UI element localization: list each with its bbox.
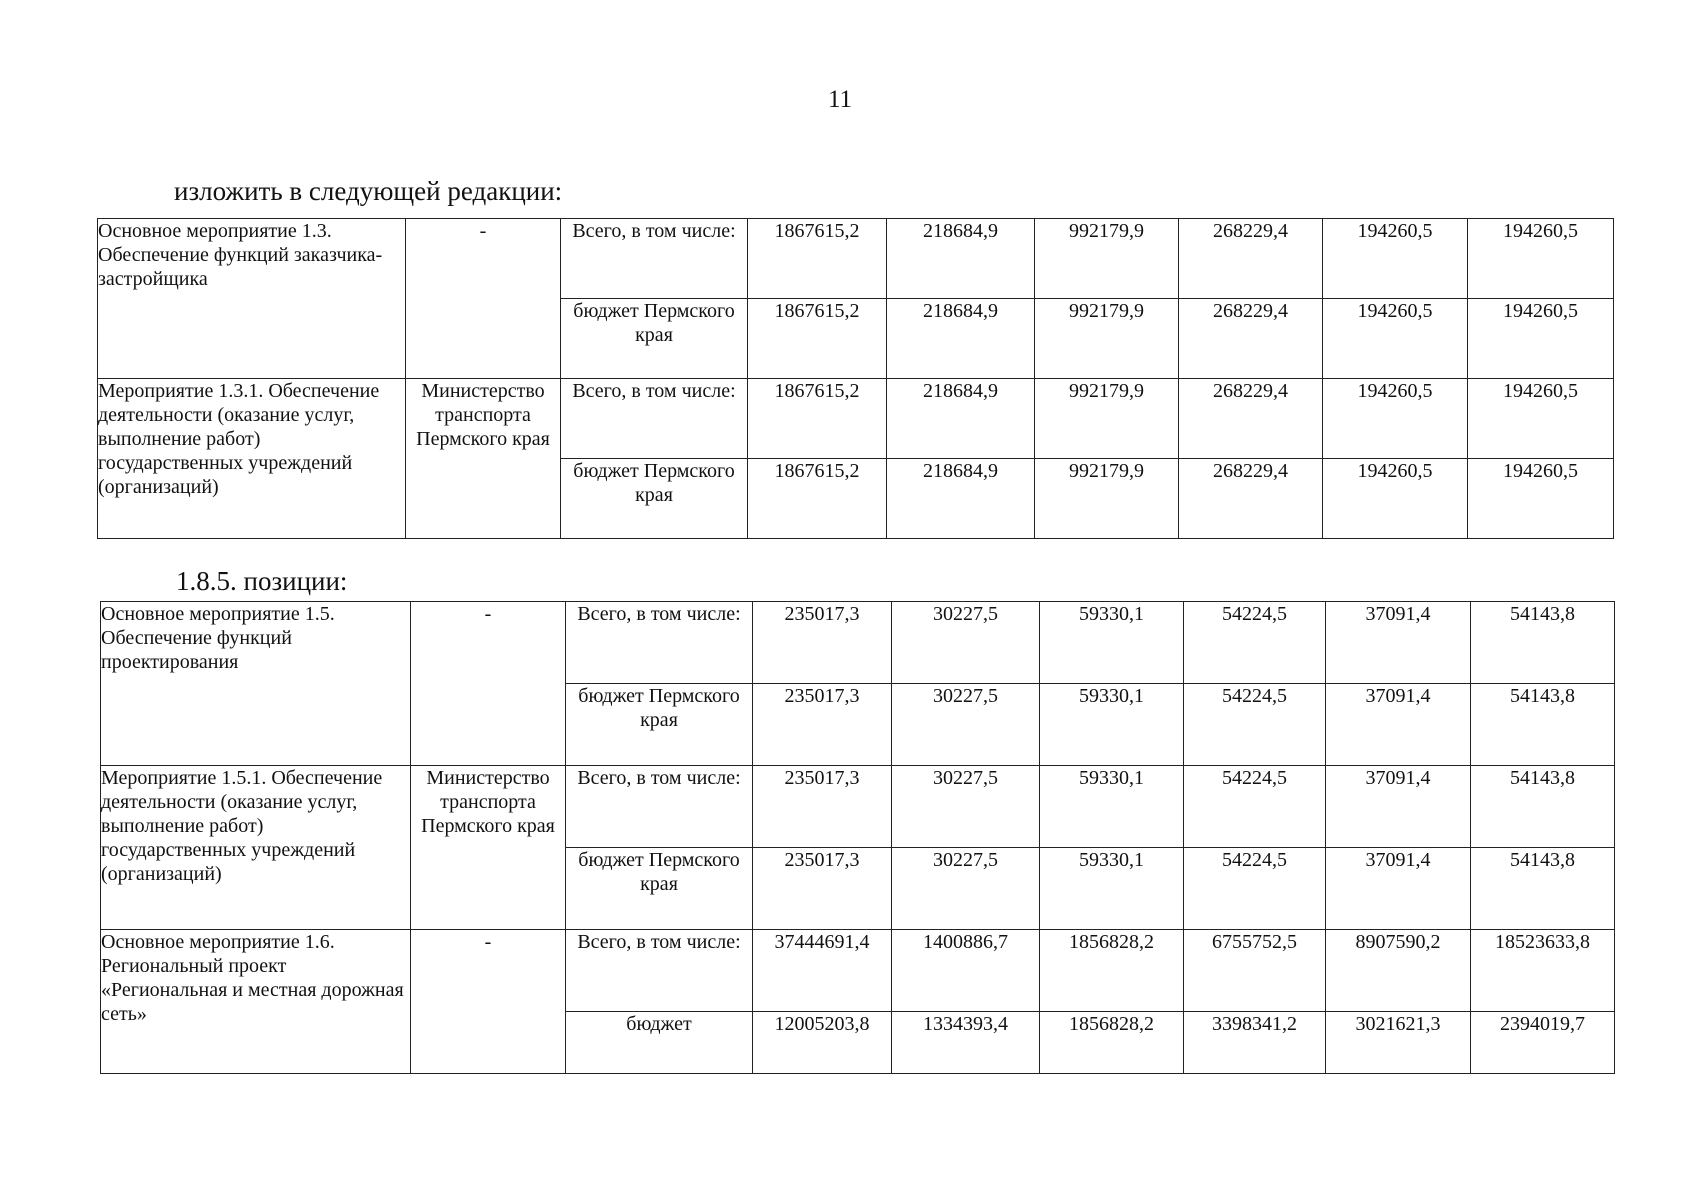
amount-cell: 54143,8	[1471, 848, 1615, 930]
funding-type: бюджет Пермского края	[561, 459, 748, 539]
table-row	[98, 379, 1614, 459]
amount-cell: 2394019,7	[1471, 1012, 1615, 1074]
amount-cell: 1867615,2	[748, 219, 887, 299]
activity-name: Мероприятие 1.5.1. Обеспечение деятельности (оказание услуг, выполнение работ) государственных учреждений (организаций)	[101, 766, 411, 930]
amount-cell: 37091,4	[1326, 766, 1471, 848]
amount-cell: 59330,1	[1040, 602, 1184, 684]
table-row	[101, 602, 1615, 684]
amount-cell: 1856828,2	[1040, 1012, 1184, 1074]
amount-cell: 268229,4	[1179, 379, 1323, 459]
amount-cell: 1867615,2	[748, 299, 887, 379]
activity-name: Основное мероприятие 1.6. Региональный проект «Региональная и местная дорожная сеть»	[101, 930, 411, 1074]
amount-cell: 194260,5	[1323, 219, 1468, 299]
amount-cell: 992179,9	[1035, 219, 1179, 299]
executor: -	[406, 219, 561, 379]
amount-cell: 30227,5	[892, 848, 1040, 930]
amount-cell: 268229,4	[1179, 219, 1323, 299]
activity-name: Мероприятие 1.3.1. Обеспечение деятельности (оказание услуг, выполнение работ) государственных учреждений (организаций)	[98, 379, 406, 539]
funding-type: бюджет Пермского края	[566, 684, 753, 766]
amount-cell: 54143,8	[1471, 766, 1615, 848]
amount-cell: 235017,3	[753, 684, 892, 766]
amount-cell: 54224,5	[1184, 766, 1326, 848]
executor: -	[411, 930, 566, 1074]
amount-cell: 235017,3	[753, 766, 892, 848]
amount-cell: 235017,3	[753, 602, 892, 684]
amount-cell: 1867615,2	[748, 459, 887, 539]
funding-type: бюджет Пермского края	[561, 299, 748, 379]
funding-type: Всего, в том числе:	[561, 219, 748, 299]
amount-cell: 37091,4	[1326, 602, 1471, 684]
amount-cell: 37091,4	[1326, 684, 1471, 766]
amount-cell: 54224,5	[1184, 602, 1326, 684]
amount-cell: 194260,5	[1323, 299, 1468, 379]
amount-cell: 30227,5	[892, 684, 1040, 766]
executor: -	[411, 602, 566, 766]
budget-table-1	[97, 218, 1614, 539]
funding-type: бюджет Пермского края	[566, 848, 753, 930]
amount-cell: 8907590,2	[1326, 930, 1471, 1012]
amount-cell: 194260,5	[1323, 379, 1468, 459]
executor: Министерство транспорта Пермского края	[411, 766, 566, 930]
executor: Министерство транспорта Пермского края	[406, 379, 561, 539]
table-row	[98, 219, 1614, 299]
amount-cell: 3398341,2	[1184, 1012, 1326, 1074]
amount-cell: 268229,4	[1179, 299, 1323, 379]
funding-type: Всего, в том числе:	[566, 766, 753, 848]
amount-cell: 1400886,7	[892, 930, 1040, 1012]
amount-cell: 194260,5	[1468, 459, 1614, 539]
amount-cell: 18523633,8	[1471, 930, 1615, 1012]
amount-cell: 194260,5	[1468, 219, 1614, 299]
amount-cell: 1334393,4	[892, 1012, 1040, 1074]
funding-type: Всего, в том числе:	[566, 602, 753, 684]
amount-cell: 6755752,5	[1184, 930, 1326, 1012]
intro-text: изложить в следующей редакции:	[174, 176, 563, 206]
section-text: 1.8.5. позиции:	[176, 566, 348, 596]
page-number: 11	[827, 86, 853, 113]
funding-type: Всего, в том числе:	[561, 379, 748, 459]
funding-type: бюджет	[566, 1012, 753, 1074]
funding-type: Всего, в том числе:	[566, 930, 753, 1012]
amount-cell: 218684,9	[887, 299, 1035, 379]
amount-cell: 54143,8	[1471, 684, 1615, 766]
amount-cell: 59330,1	[1040, 684, 1184, 766]
amount-cell: 54224,5	[1184, 848, 1326, 930]
amount-cell: 992179,9	[1035, 459, 1179, 539]
amount-cell: 218684,9	[887, 459, 1035, 539]
amount-cell: 194260,5	[1323, 459, 1468, 539]
activity-name: Основное мероприятие 1.3. Обеспечение функций заказчика-застройщика	[98, 219, 406, 379]
amount-cell: 30227,5	[892, 602, 1040, 684]
amount-cell: 992179,9	[1035, 299, 1179, 379]
amount-cell: 1867615,2	[748, 379, 887, 459]
amount-cell: 37091,4	[1326, 848, 1471, 930]
amount-cell: 59330,1	[1040, 848, 1184, 930]
amount-cell: 59330,1	[1040, 766, 1184, 848]
budget-table-2	[100, 601, 1615, 1074]
amount-cell: 218684,9	[887, 379, 1035, 459]
table-row	[101, 766, 1615, 848]
amount-cell: 268229,4	[1179, 459, 1323, 539]
amount-cell: 37444691,4	[753, 930, 892, 1012]
amount-cell: 194260,5	[1468, 299, 1614, 379]
amount-cell: 218684,9	[887, 219, 1035, 299]
amount-cell: 992179,9	[1035, 379, 1179, 459]
amount-cell: 194260,5	[1468, 379, 1614, 459]
amount-cell: 235017,3	[753, 848, 892, 930]
table-row	[101, 930, 1615, 1012]
amount-cell: 54143,8	[1471, 602, 1615, 684]
amount-cell: 12005203,8	[753, 1012, 892, 1074]
amount-cell: 54224,5	[1184, 684, 1326, 766]
amount-cell: 30227,5	[892, 766, 1040, 848]
amount-cell: 3021621,3	[1326, 1012, 1471, 1074]
amount-cell: 1856828,2	[1040, 930, 1184, 1012]
activity-name: Основное мероприятие 1.5. Обеспечение функций проектирования	[101, 602, 411, 766]
